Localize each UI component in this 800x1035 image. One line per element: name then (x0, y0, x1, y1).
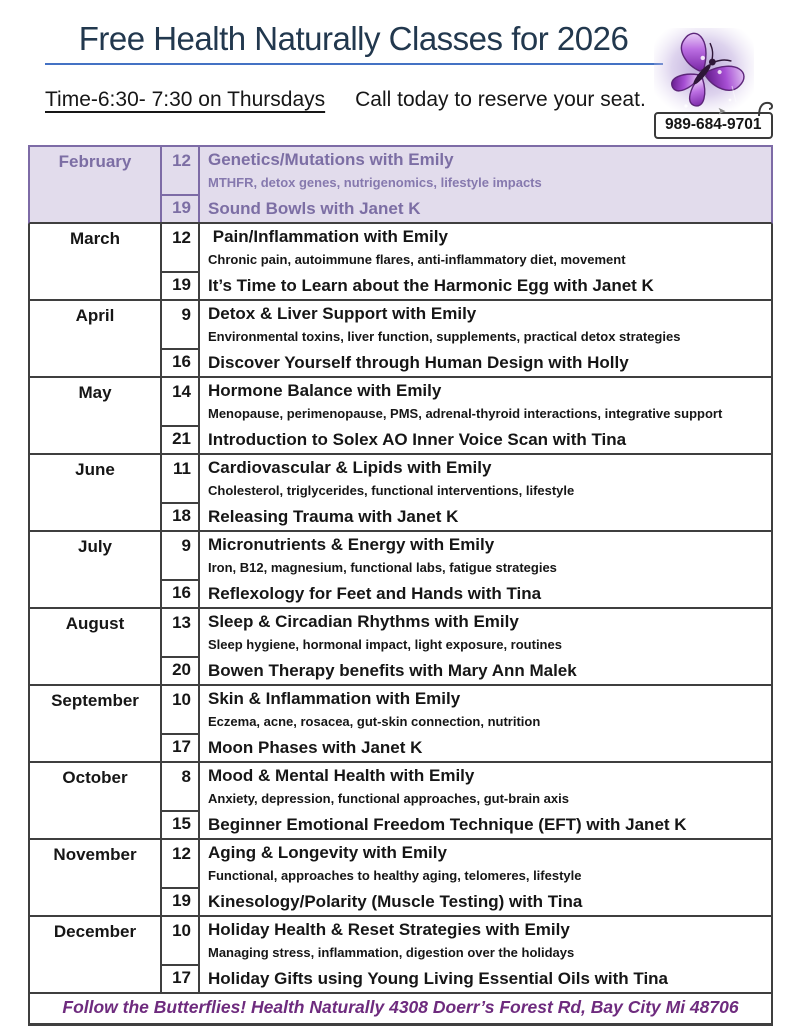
month-name: March (69, 229, 121, 248)
session-entry (200, 532, 771, 581)
session-date: 9 (160, 301, 200, 350)
class-title: Sound Bowls with Janet K (208, 199, 421, 218)
session-date: 8 (160, 763, 200, 812)
session-entry (200, 686, 771, 735)
month-name: April (75, 306, 115, 325)
class-description: Managing stress, inflammation, digestion over the holidays (208, 945, 575, 960)
month-block (28, 224, 773, 301)
session-entry (200, 273, 771, 299)
month-name: December (53, 922, 137, 941)
class-title: Moon Phases with Janet K (208, 738, 423, 757)
month-block (28, 532, 773, 609)
session-date: 13 (160, 609, 200, 658)
footer-address: Follow the Butterflies! Health Naturally 4308 Doerr’s Forest Rd, Bay City Mi 48706 (28, 994, 773, 1026)
month-name: May (78, 383, 112, 402)
session-date: 10 (160, 686, 200, 735)
session-entry (200, 196, 771, 222)
class-title: Skin & Inflammation with Emily (208, 689, 461, 708)
session-entry (200, 917, 771, 966)
month-name: November (53, 845, 137, 864)
class-description: Sleep hygiene, hormonal impact, light exposure, routines (208, 637, 562, 652)
session-entry (200, 301, 771, 350)
class-title: Reflexology for Feet and Hands with Tina (208, 584, 542, 603)
session-date: 10 (160, 917, 200, 966)
schedule-table (28, 145, 773, 1026)
month-name: February (58, 152, 132, 171)
session-date: 17 (160, 966, 200, 992)
month-block (28, 686, 773, 763)
class-title: Holiday Gifts using Young Living Essential Oils with Tina (208, 969, 669, 988)
session-date: 15 (160, 812, 200, 838)
class-description: MTHFR, detox genes, nutrigenomics, lifestyle impacts (208, 175, 542, 190)
session-date: 19 (160, 273, 200, 299)
month-block (28, 455, 773, 532)
session-entry (200, 581, 771, 607)
session-date: 19 (160, 196, 200, 222)
session-entry (200, 763, 771, 812)
session-entry (200, 350, 771, 376)
session-entry (200, 147, 771, 196)
month-block (28, 145, 773, 224)
schedule-subtitle (45, 88, 646, 112)
month-block (28, 840, 773, 917)
class-title: Genetics/Mutations with Emily (208, 150, 454, 169)
class-title: Holiday Health & Reset Strategies with Emily (208, 920, 570, 939)
month-name: August (65, 614, 125, 633)
cursor-artifact: ➤ (718, 106, 726, 116)
session-date: 9 (160, 532, 200, 581)
session-entry (200, 735, 771, 761)
month-block (28, 609, 773, 686)
class-title: Hormone Balance with Emily (208, 381, 442, 400)
class-title: Beginner Emotional Freedom Technique (EFT) with Janet K (208, 815, 687, 834)
title-underline-rule (45, 63, 663, 65)
class-title: Introduction to Solex AO Inner Voice Scan with Tina (208, 430, 627, 449)
class-title: Sleep & Circadian Rhythms with Emily (208, 612, 519, 631)
month-block (28, 378, 773, 455)
class-description: Chronic pain, autoimmune flares, anti-inflammatory diet, movement (208, 252, 626, 267)
session-date: 16 (160, 350, 200, 376)
class-description: Functional, approaches to healthy aging, telomeres, lifestyle (208, 868, 582, 883)
class-title: Releasing Trauma with Janet K (208, 507, 459, 526)
phone-number: 989-684-9701 (665, 116, 762, 133)
session-date: 14 (160, 378, 200, 427)
session-entry (200, 966, 771, 992)
class-title: Mood & Mental Health with Emily (208, 766, 475, 785)
session-date: 16 (160, 581, 200, 607)
session-date: 20 (160, 658, 200, 684)
class-description: Anxiety, depression, functional approaches, gut-brain axis (208, 791, 569, 806)
session-date: 12 (160, 147, 200, 196)
butterfly-icon (646, 28, 760, 123)
session-entry (200, 224, 771, 273)
session-entry (200, 889, 771, 915)
session-date: 17 (160, 735, 200, 761)
session-date: 18 (160, 504, 200, 530)
class-description: Iron, B12, magnesium, functional labs, fatigue strategies (208, 560, 557, 575)
session-entry (200, 378, 771, 427)
session-entry (200, 455, 771, 504)
page-title: Free Health Naturally Classes for 2026 (78, 20, 629, 57)
class-description: Menopause, perimenopause, PMS, adrenal-thyroid interactions, integrative support (208, 406, 723, 421)
class-title: Detox & Liver Support with Emily (208, 304, 477, 323)
month-name: July (77, 537, 113, 556)
session-date: 19 (160, 889, 200, 915)
class-title: It’s Time to Learn about the Harmonic Egg with Janet K (208, 276, 654, 295)
callout-curl-decoration (758, 99, 776, 117)
session-entry (200, 840, 771, 889)
session-date: 11 (160, 455, 200, 504)
session-entry (200, 658, 771, 684)
class-description: Cholesterol, triglycerides, functional interventions, lifestyle (208, 483, 575, 498)
month-block (28, 917, 773, 994)
session-date: 21 (160, 427, 200, 453)
class-title: Aging & Longevity with Emily (208, 843, 447, 862)
call-to-action-text: Call today to reserve your seat. (355, 88, 646, 111)
session-entry (200, 504, 771, 530)
class-time-text: Time-6:30- 7:30 on Thursdays (45, 88, 326, 111)
class-description: Environmental toxins, liver function, supplements, practical detox strategies (208, 329, 681, 344)
month-block (28, 763, 773, 840)
class-description: Eczema, acne, rosacea, gut-skin connection, nutrition (208, 714, 541, 729)
month-name: June (75, 460, 115, 479)
session-entry (200, 609, 771, 658)
session-entry (200, 812, 771, 838)
month-name: September (51, 691, 139, 710)
session-date: 12 (160, 840, 200, 889)
class-title: Kinesology/Polarity (Muscle Testing) with Tina (208, 892, 583, 911)
session-entry (200, 427, 771, 453)
session-date: 12 (160, 224, 200, 273)
class-title: Bowen Therapy benefits with Mary Ann Malek (208, 661, 577, 680)
phone-number-callout (654, 106, 773, 139)
class-title: Cardiovascular & Lipids with Emily (208, 458, 492, 477)
class-title: Pain/Inflammation with Emily (208, 227, 448, 246)
class-title: Micronutrients & Energy with Emily (208, 535, 495, 554)
class-title: Discover Yourself through Human Design with Holly (208, 353, 629, 372)
month-block (28, 301, 773, 378)
month-name: October (62, 768, 128, 787)
